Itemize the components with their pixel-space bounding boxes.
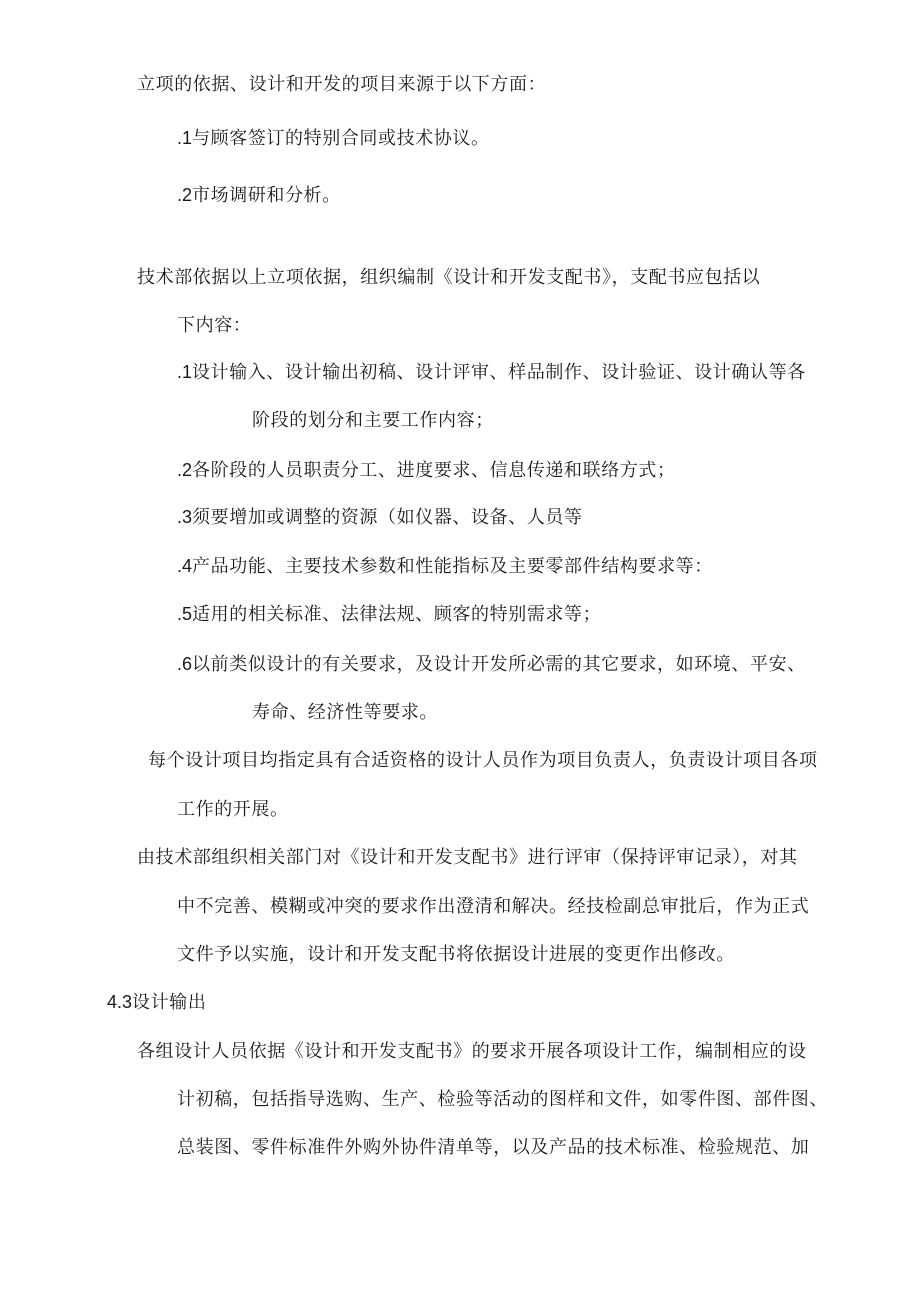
line-text: 各阶段的人员职责分工、进度要求、信息传递和联络方式； (192, 460, 676, 481)
item-number: .2 (177, 185, 193, 205)
paragraph-line (177, 942, 735, 967)
line-text: 立项的依据、设计和开发的项目来源于以下方面： (137, 74, 547, 95)
paragraph-line (177, 1135, 809, 1160)
line-text: 设计输入、设计输出初稿、设计评审、样品制作、设计验证、设计确认等各 (192, 362, 806, 383)
paragraph-line (137, 845, 798, 870)
line-text: 阶段的划分和主要工作内容； (252, 410, 494, 431)
line-text: 计初稿，包括指导选购、生产、检验等活动的图样和文件，如零件图、部件图、 (177, 1089, 828, 1110)
line-text: 以前类似设计的有关要求，及设计开发所必需的其它要求，如环境、平安、 (192, 654, 806, 675)
paragraph-line (177, 797, 289, 822)
line-text: 须要增加或调整的资源（如仪器、设备、人员等 (192, 507, 583, 528)
line-text: 技术部依据以上立项依据，组织编制《设计和开发支配书》，支配书应包括以 (137, 267, 761, 288)
line-text: 下内容： (177, 315, 252, 336)
item-number: .1 (177, 128, 193, 148)
line-text: 文件予以实施，设计和开发支配书将依据设计进展的变更作出修改。 (177, 944, 735, 965)
line-text: 每个设计项目均指定具有合适资格的设计人员作为项目负责人，负责设计项目各项 (148, 750, 818, 771)
line-text: 工作的开展。 (177, 799, 289, 820)
item-number: .5 (177, 604, 193, 624)
item-number: .2 (177, 460, 193, 480)
line-text: 与顾客签订的特别合同或技术协议。 (192, 128, 490, 149)
list-item (177, 458, 676, 483)
paragraph-line (148, 748, 818, 773)
list-item (177, 360, 806, 385)
list-item (177, 652, 806, 677)
line-text: 产品功能、主要技术参数和性能指标及主要零部件结构要求等： (192, 556, 713, 577)
item-number: .1 (177, 362, 193, 382)
item-number: .3 (177, 507, 193, 527)
list-item (177, 602, 601, 627)
section-heading (107, 990, 206, 1015)
item-number: .4 (177, 556, 193, 576)
list-item (177, 126, 490, 151)
paragraph-line (177, 894, 809, 919)
line-text: 由技术部组织相关部门对《设计和开发支配书》进行评审（保持评审记录），对其 (137, 847, 798, 868)
line-text: 适用的相关标准、法律法规、顾客的特别需求等； (192, 604, 602, 625)
section-title: 设计输出 (132, 992, 207, 1013)
line-text: 各组设计人员依据《设计和开发支配书》的要求开展各项设计工作，编制相应的设 (137, 1041, 807, 1062)
paragraph-line (177, 313, 251, 338)
paragraph-line (177, 1087, 828, 1112)
list-item (177, 554, 713, 579)
section-number: 4.3 (107, 992, 133, 1012)
line-text: 中不完善、模糊或冲突的要求作出澄清和解决。经技检副总审批后，作为正式 (177, 896, 810, 917)
paragraph-line (137, 265, 760, 290)
line-text: 总装图、零件标准件外购外协件清单等，以及产品的技术标准、检验规范、加 (177, 1137, 810, 1158)
list-item (177, 183, 341, 208)
list-item-continuation (252, 408, 494, 433)
list-item (177, 505, 583, 530)
list-item-continuation (252, 700, 438, 725)
item-number: .6 (177, 654, 193, 674)
paragraph-line (137, 72, 546, 97)
paragraph-line (137, 1039, 807, 1064)
line-text: 寿命、经济性等要求。 (252, 702, 438, 723)
line-text: 市场调研和分析。 (192, 185, 341, 206)
